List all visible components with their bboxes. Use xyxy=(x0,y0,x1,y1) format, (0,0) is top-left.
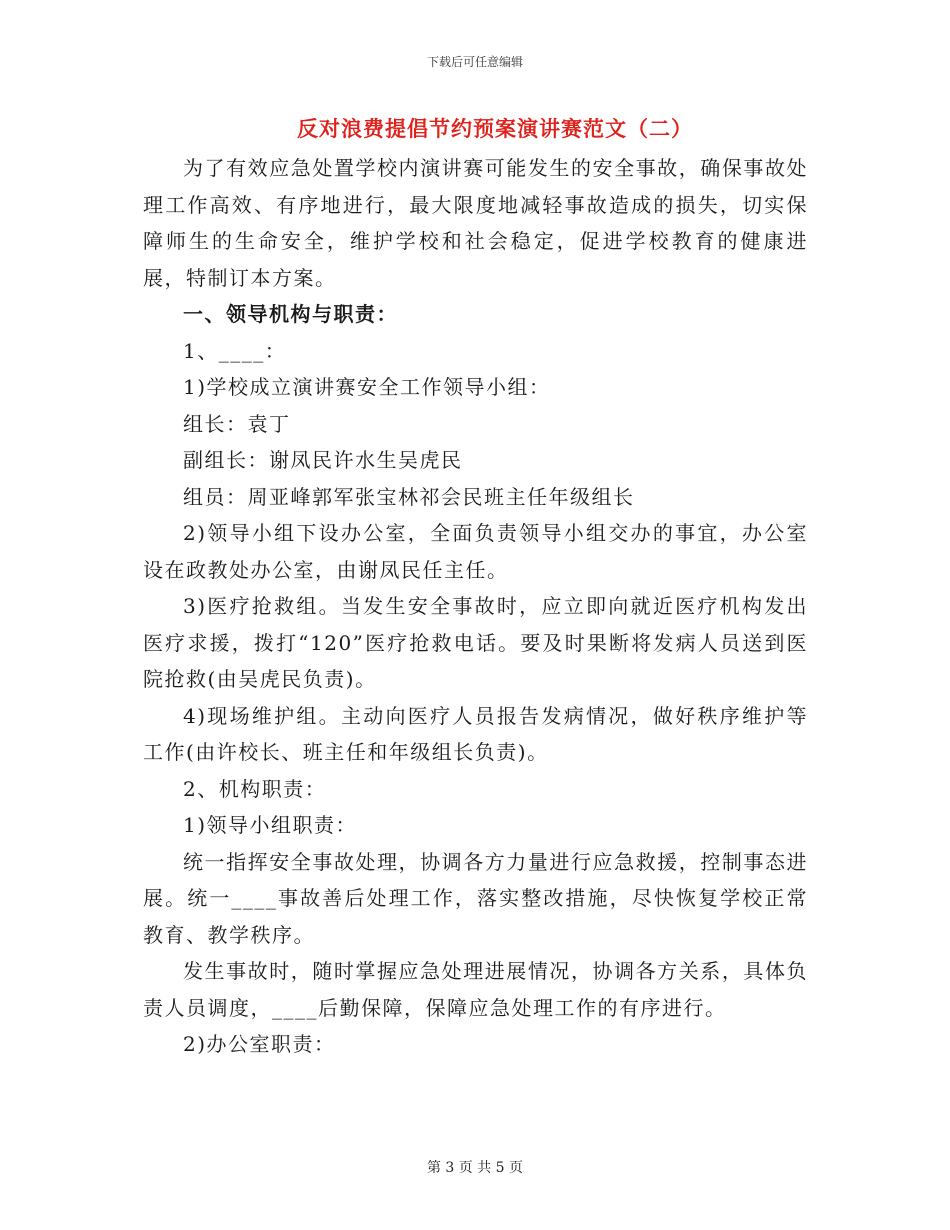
paragraph-item: 组员：周亚峰郭军张宝林祁会民班主任年级组长 xyxy=(183,484,635,509)
subsection-heading-1: 1、____： xyxy=(183,338,287,363)
paragraph-item: 4)现场维护组。主动向医疗人员报告发病情况，做好秩序维护等工作(由许校长、班主任和年级组长负责)。 xyxy=(143,703,808,764)
paragraph-item: 组长：袁丁 xyxy=(183,411,291,436)
paragraph-item: 2)领导小组下设办公室，全面负责领导小组交办的事宜，办公室设在政教处办公室，由谢凤民任主任。 xyxy=(143,521,808,582)
paragraph-item: 2)办公室职责： xyxy=(183,1032,336,1056)
subsection-heading-2: 2、机构职责： xyxy=(183,776,327,801)
paragraph-item: 1)领导小组职责： xyxy=(183,813,358,837)
paragraph-item: 1)学校成立演讲赛安全工作领导小组： xyxy=(183,375,551,399)
document-title: 反对浪费提倡节约预案演讲赛范文（二） xyxy=(297,116,693,141)
paragraph-item: 3)医疗抢救组。当发生安全事故时，应立即向就近医疗机构发出医疗求援，拨打“120”医疗抢救电话。要及时果断将发病人员送到医院抢救(由吴虎民负责)。 xyxy=(143,594,808,691)
document-body xyxy=(143,150,808,1063)
paragraph-item: 统一指挥安全事故处理，协调各方力量进行应急救援，控制事态进展。统一____事故善后处理工作，落实整改措施，尽快恢复学校正常教育、教学秩序。 xyxy=(143,849,808,947)
section-heading-leadership: 一、领导机构与职责： xyxy=(183,302,398,326)
paragraph-item: 副组长：谢凤民许水生吴虎民 xyxy=(183,448,463,472)
header-note: 下载后可任意编辑 xyxy=(426,55,523,69)
page-number-footer: 第 3 页 共 5 页 xyxy=(426,1160,524,1176)
paragraph-intro: 为了有效应急处置学校内演讲赛可能发生的安全事故，确保事故处理工作高效、有序地进行，最大限度地减轻事故造成的损失，切实保障师生的生命安全，维护学校和社会稳定，促进学校教育的健康进展，特制订本方案。 xyxy=(143,156,808,290)
paragraph-item: 发生事故时，随时掌握应急处理进展情况，协调各方关系，具体负责人员调度，____后勤保障，保障应急处理工作的有序进行。 xyxy=(143,959,808,1020)
